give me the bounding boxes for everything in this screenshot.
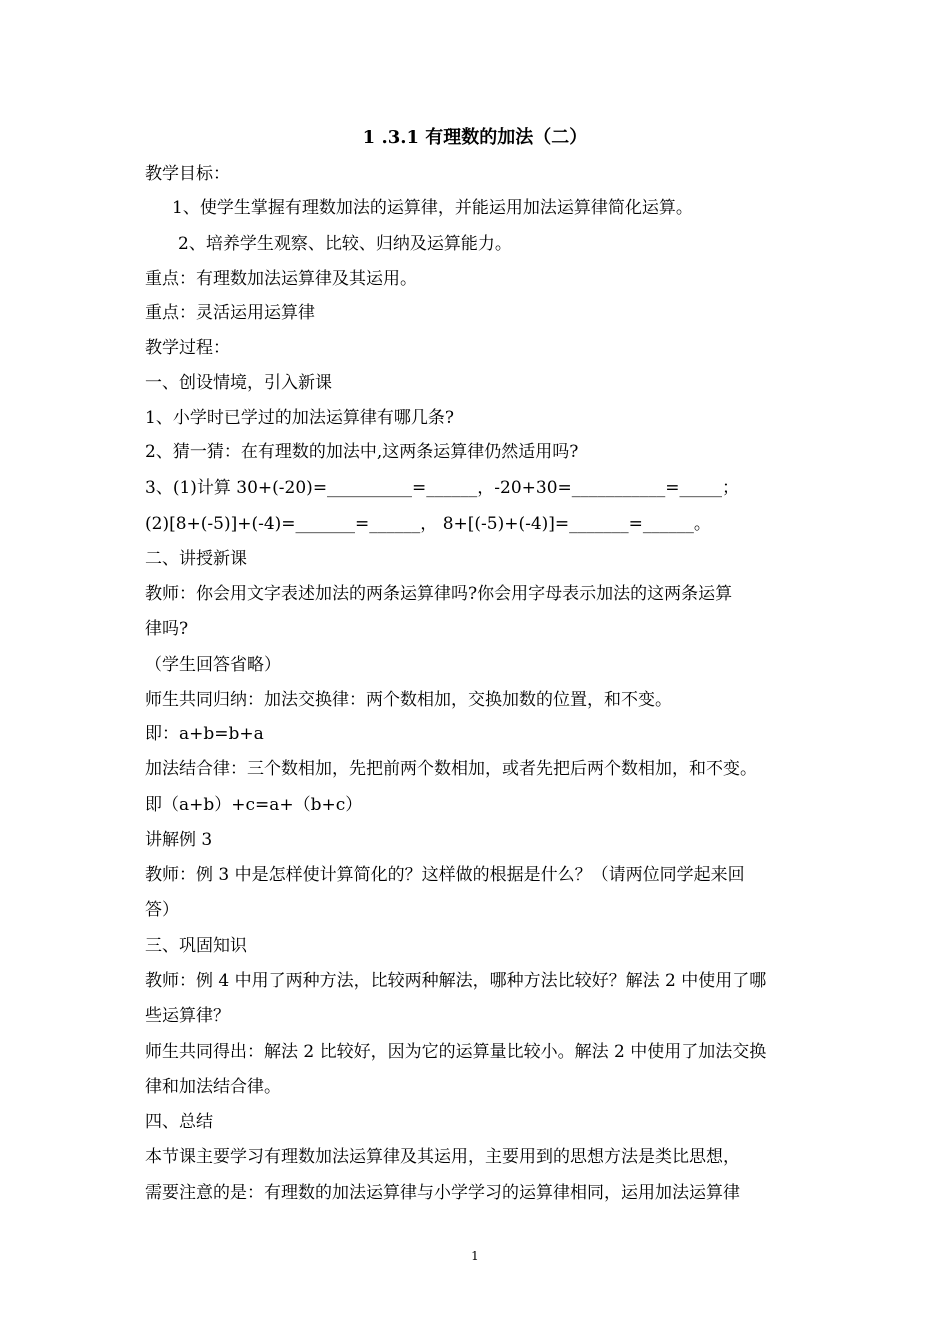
text-line-goal-2: 2、培养学生观察、比较、归纳及运算能力。	[178, 234, 512, 254]
text-line-process: 教学过程：	[145, 338, 230, 358]
section-heading-1: 一、创设情境，引入新课	[145, 373, 332, 393]
text-line-commutative-formula: 即：a+b=b+a	[145, 724, 264, 744]
text-line-question-3-2: (2)[8+(-5)]+(-4)=_______=______， 8+[(-5)+(-4)]=_______=______。	[145, 514, 711, 534]
text-line-conclusion-a: 师生共同得出：解法 2 比较好，因为它的运算量比较小。解法 2 中使用了加法交换	[145, 1042, 767, 1062]
text-line-key-point-2: 重点：灵活运用运算律	[145, 303, 315, 323]
text-line-teacher-2a: 教师：例 3 中是怎样使计算简化的？这样做的根据是什么？（请两位同学起来回	[145, 865, 745, 885]
page-title: 1 .3.1 有理数的加法（二）	[362, 127, 588, 148]
text-line-commutative: 师生共同归纳：加法交换律：两个数相加，交换加数的位置，和不变。	[145, 690, 672, 710]
section-heading-4: 四、总结	[145, 1112, 213, 1132]
text-line-summary-a: 本节课主要学习有理数加法运算律及其运用，主要用到的思想方法是类比思想，	[145, 1147, 740, 1167]
text-line-associative-formula: 即（a+b）+c=a+（b+c）	[145, 795, 363, 815]
text-line-summary-b: 需要注意的是：有理数的加法运算律与小学学习的运算律相同，运用加法运算律	[145, 1183, 740, 1203]
text-line-example-3: 讲解例 3	[145, 830, 213, 850]
text-line-teacher-3b: 些运算律？	[145, 1006, 230, 1026]
text-line-teacher-1a: 教师：你会用文字表述加法的两条运算律吗?你会用字母表示加法的这两条运算	[145, 584, 733, 604]
text-line-teacher-2b: 答）	[145, 900, 179, 920]
text-line-goal-1: 1、使学生掌握有理数加法的运算律，并能运用加法运算律简化运算。	[172, 198, 693, 218]
text-line-teacher-1b: 律吗?	[145, 619, 189, 639]
text-line-associative: 加法结合律：三个数相加，先把前两个数相加，或者先把后两个数相加，和不变。	[145, 759, 757, 779]
text-line-teaching-goals: 教学目标：	[145, 164, 230, 184]
text-line-student-answer: （学生回答省略）	[145, 655, 281, 675]
section-heading-2: 二、讲授新课	[145, 549, 247, 569]
text-line-key-point: 重点：有理数加法运算律及其运用。	[145, 269, 417, 289]
text-line-teacher-3a: 教师：例 4 中用了两种方法，比较两种解法，哪种方法比较好？解法 2 中使用了哪	[145, 971, 767, 991]
text-line-conclusion-b: 律和加法结合律。	[145, 1077, 281, 1097]
page-number: 1	[471, 1249, 479, 1263]
text-line-question-2: 2、猜一猜：在有理数的加法中,这两条运算律仍然适用吗?	[145, 442, 579, 462]
section-heading-3: 三、巩固知识	[145, 936, 247, 956]
text-line-question-1: 1、小学时已学过的加法运算律有哪几条?	[145, 408, 454, 428]
text-line-question-3-1: 3、(1)计算 30+(-20)=__________=______，-20+30=___________=_____；	[145, 478, 740, 498]
